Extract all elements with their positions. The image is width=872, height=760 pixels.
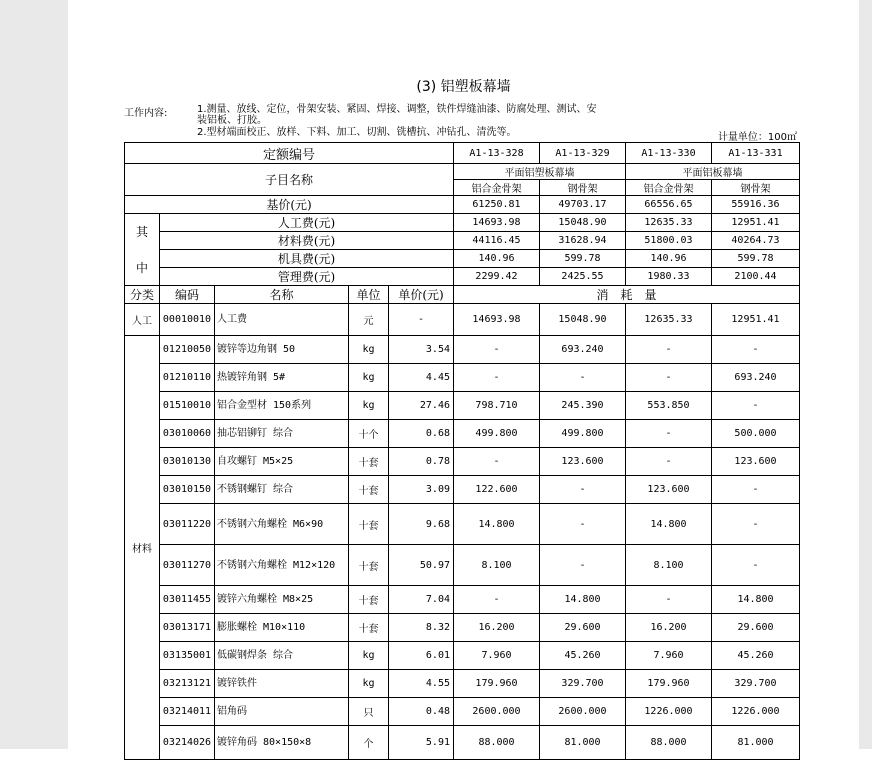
base-price-row — [125, 196, 800, 214]
cost-value: 2100.44 — [712, 268, 800, 286]
consumption-value: 14.800 — [712, 586, 800, 614]
material-row — [125, 336, 800, 364]
consumption-value: 15048.90 — [540, 304, 626, 336]
quota-table — [124, 142, 800, 760]
cost-value: 140.96 — [626, 250, 712, 268]
consumption-value: 2600.000 — [540, 698, 626, 726]
item-name-label: 子目名称 — [125, 164, 454, 196]
qizhong-label: 中 — [125, 250, 160, 286]
qizhong-label: 其 — [125, 214, 160, 250]
category-material: 材料 — [125, 336, 160, 760]
consumption-value: 122.600 — [454, 476, 540, 504]
group-header: 平面铝板幕墙 — [626, 164, 800, 180]
item-unit: 只 — [349, 698, 389, 726]
quota-no: A1-13-331 — [712, 143, 800, 164]
item-name: 镀锌角码 80×150×8 — [215, 726, 349, 760]
base-price: 61250.81 — [454, 196, 540, 214]
item-name: 铝角码 — [215, 698, 349, 726]
item-price: 3.09 — [389, 476, 454, 504]
item-name: 抽芯铝铆钉 综合 — [215, 420, 349, 448]
consumption-value: - — [712, 476, 800, 504]
viewer-right-scroll-area[interactable] — [859, 0, 872, 749]
col-header-name: 名称 — [215, 286, 349, 304]
item-price: 0.48 — [389, 698, 454, 726]
item-unit: kg — [349, 364, 389, 392]
item-code: 03010060 — [160, 420, 215, 448]
item-name: 不锈钢六角螺栓 M12×120 — [215, 545, 349, 586]
cost-value: 2299.42 — [454, 268, 540, 286]
item-price: 7.04 — [389, 586, 454, 614]
base-price-label: 基价(元) — [125, 196, 454, 214]
consumption-value: 14.800 — [454, 504, 540, 545]
cost-value: 1980.33 — [626, 268, 712, 286]
consumption-value: 81.000 — [540, 726, 626, 760]
material-row — [125, 670, 800, 698]
cost-label: 人工费(元) — [160, 214, 454, 232]
consumption-value: - — [454, 364, 540, 392]
item-price: 3.54 — [389, 336, 454, 364]
category-labor: 人工 — [125, 304, 160, 336]
material-row — [125, 642, 800, 670]
consumption-value: - — [712, 545, 800, 586]
item-name: 铝合金型材 150系列 — [215, 392, 349, 420]
cost-value: 2425.55 — [540, 268, 626, 286]
item-code: 00010010 — [160, 304, 215, 336]
cost-label: 机具费(元) — [160, 250, 454, 268]
item-unit: 十套 — [349, 476, 389, 504]
consumption-value: 88.000 — [454, 726, 540, 760]
item-unit: 十套 — [349, 504, 389, 545]
item-code: 03135001 — [160, 642, 215, 670]
work-content-line: 装铝板、打胶。 — [197, 115, 267, 126]
consumption-value: - — [626, 420, 712, 448]
consumption-value: 14693.98 — [454, 304, 540, 336]
item-price: 5.91 — [389, 726, 454, 760]
consumption-value: 45.260 — [540, 642, 626, 670]
item-price: 9.68 — [389, 504, 454, 545]
consumption-value: 12951.41 — [712, 304, 800, 336]
item-price: 4.55 — [389, 670, 454, 698]
consumption-value: 16.200 — [454, 614, 540, 642]
consumption-value: 553.850 — [626, 392, 712, 420]
consumption-value: - — [454, 448, 540, 476]
item-name: 自攻螺钉 M5×25 — [215, 448, 349, 476]
consumption-value: 14.800 — [626, 504, 712, 545]
item-unit: 个 — [349, 726, 389, 760]
quota-no: A1-13-328 — [454, 143, 540, 164]
consumption-value: 88.000 — [626, 726, 712, 760]
consumption-value: 29.600 — [540, 614, 626, 642]
item-unit: kg — [349, 670, 389, 698]
consumption-value: 29.600 — [712, 614, 800, 642]
item-unit: kg — [349, 336, 389, 364]
consumption-value: 499.800 — [454, 420, 540, 448]
cost-value: 14693.98 — [454, 214, 540, 232]
cost-value: 40264.73 — [712, 232, 800, 250]
item-unit: 元 — [349, 304, 389, 336]
col-header-price: 单价(元) — [389, 286, 454, 304]
col-header-unit: 单位 — [349, 286, 389, 304]
consumption-value: 12635.33 — [626, 304, 712, 336]
item-code: 03011270 — [160, 545, 215, 586]
cost-label: 材料费(元) — [160, 232, 454, 250]
work-content-line: 2.型材端面校正、放样、下料、加工、切割、铣槽抗、冲钻孔、清洗等。 — [197, 127, 517, 138]
cost-row — [125, 250, 800, 268]
item-code: 03013171 — [160, 614, 215, 642]
consumption-value: 16.200 — [626, 614, 712, 642]
base-price: 66556.65 — [626, 196, 712, 214]
column-header-row — [125, 286, 800, 304]
item-unit: 十个 — [349, 420, 389, 448]
cost-value: 12951.41 — [712, 214, 800, 232]
consumption-value: - — [626, 364, 712, 392]
material-row — [125, 392, 800, 420]
item-unit: 十套 — [349, 614, 389, 642]
item-code: 03214011 — [160, 698, 215, 726]
measurement-unit: 计量单位：100㎡ — [717, 132, 797, 143]
consumption-value: 693.240 — [540, 336, 626, 364]
consumption-value: - — [540, 545, 626, 586]
item-price: 50.97 — [389, 545, 454, 586]
document-page — [68, 0, 859, 749]
cost-row — [125, 214, 800, 232]
consumption-value: - — [712, 504, 800, 545]
consumption-value: 123.600 — [540, 448, 626, 476]
material-row — [125, 586, 800, 614]
consumption-value: 500.000 — [712, 420, 800, 448]
item-name: 镀锌等边角钢 50 — [215, 336, 349, 364]
item-code: 03010130 — [160, 448, 215, 476]
item-unit: kg — [349, 642, 389, 670]
consumption-value: - — [454, 336, 540, 364]
item-code: 03214026 — [160, 726, 215, 760]
material-row — [125, 364, 800, 392]
cost-value: 51800.03 — [626, 232, 712, 250]
item-price: - — [389, 304, 454, 336]
material-row — [125, 448, 800, 476]
material-row — [125, 545, 800, 586]
item-name: 低碳钢焊条 综合 — [215, 642, 349, 670]
item-code: 03010150 — [160, 476, 215, 504]
consumption-value: 693.240 — [712, 364, 800, 392]
item-name: 人工费 — [215, 304, 349, 336]
consumption-value: 8.100 — [626, 545, 712, 586]
consumption-value: 7.960 — [454, 642, 540, 670]
base-price: 55916.36 — [712, 196, 800, 214]
work-content-label: 工作内容: — [124, 108, 168, 119]
cost-value: 31628.94 — [540, 232, 626, 250]
group-row — [125, 164, 800, 180]
consumption-value: - — [540, 504, 626, 545]
item-code: 03213121 — [160, 670, 215, 698]
item-unit: 十套 — [349, 545, 389, 586]
item-price: 8.32 — [389, 614, 454, 642]
material-row — [125, 476, 800, 504]
consumption-value: - — [712, 392, 800, 420]
item-name: 膨胀螺栓 M10×110 — [215, 614, 349, 642]
item-unit: kg — [349, 392, 389, 420]
item-name: 镀锌六角螺栓 M8×25 — [215, 586, 349, 614]
consumption-value: - — [712, 336, 800, 364]
labor-row — [125, 304, 800, 336]
item-code: 01210110 — [160, 364, 215, 392]
item-unit: 十套 — [349, 448, 389, 476]
material-row — [125, 420, 800, 448]
item-price: 0.78 — [389, 448, 454, 476]
consumption-value: 329.700 — [540, 670, 626, 698]
material-rows — [125, 336, 800, 760]
consumption-value: 123.600 — [626, 476, 712, 504]
group-header: 平面铝塑板幕墙 — [454, 164, 626, 180]
consumption-value: 1226.000 — [712, 698, 800, 726]
quota-no: A1-13-329 — [540, 143, 626, 164]
item-price: 6.01 — [389, 642, 454, 670]
consumption-value: 1226.000 — [626, 698, 712, 726]
col-header-consumption: 消 耗 量 — [454, 286, 800, 304]
item-name: 不锈钢六角螺栓 M6×90 — [215, 504, 349, 545]
consumption-value: 7.960 — [626, 642, 712, 670]
page-title: (3) 铝塑板幕墙 — [416, 79, 511, 95]
frame-header: 铝合金骨架 — [454, 180, 540, 196]
consumption-value: 81.000 — [712, 726, 800, 760]
consumption-value: 179.960 — [626, 670, 712, 698]
col-header-code: 编码 — [160, 286, 215, 304]
consumption-value: 2600.000 — [454, 698, 540, 726]
material-row — [125, 698, 800, 726]
cost-value: 599.78 — [712, 250, 800, 268]
consumption-value: 499.800 — [540, 420, 626, 448]
cost-row — [125, 268, 800, 286]
cost-value: 44116.45 — [454, 232, 540, 250]
cost-value: 15048.90 — [540, 214, 626, 232]
item-code: 03011455 — [160, 586, 215, 614]
frame-header: 钢骨架 — [540, 180, 626, 196]
consumption-value: - — [626, 336, 712, 364]
frame-header: 铝合金骨架 — [626, 180, 712, 196]
item-price: 0.68 — [389, 420, 454, 448]
consumption-value: 14.800 — [540, 586, 626, 614]
viewer-left-gutter — [0, 0, 68, 749]
quota-no: A1-13-330 — [626, 143, 712, 164]
consumption-value: 123.600 — [712, 448, 800, 476]
consumption-value: - — [454, 586, 540, 614]
consumption-value: 798.710 — [454, 392, 540, 420]
item-name: 不锈钢螺钉 综合 — [215, 476, 349, 504]
consumption-value: 245.390 — [540, 392, 626, 420]
work-content-line: 1.测量、放线、定位，骨架安装、紧固、焊接、调整，铁件焊缝油漆、防腐处理、测试、安 — [197, 104, 597, 115]
material-row — [125, 726, 800, 760]
material-row — [125, 614, 800, 642]
consumption-value: 329.700 — [712, 670, 800, 698]
consumption-value: - — [626, 586, 712, 614]
consumption-value: 8.100 — [454, 545, 540, 586]
quota-no-row — [125, 143, 800, 164]
item-unit: 十套 — [349, 586, 389, 614]
item-name: 镀锌铁件 — [215, 670, 349, 698]
consumption-value: - — [540, 476, 626, 504]
item-name: 热镀锌角钢 5# — [215, 364, 349, 392]
consumption-value: - — [540, 364, 626, 392]
cost-value: 140.96 — [454, 250, 540, 268]
item-code: 03011220 — [160, 504, 215, 545]
cost-value: 599.78 — [540, 250, 626, 268]
item-price: 4.45 — [389, 364, 454, 392]
cost-value: 12635.33 — [626, 214, 712, 232]
col-header-category: 分类 — [125, 286, 160, 304]
base-price: 49703.17 — [540, 196, 626, 214]
frame-header: 钢骨架 — [712, 180, 800, 196]
quota-no-label: 定额编号 — [125, 143, 454, 164]
cost-row — [125, 232, 800, 250]
material-row — [125, 504, 800, 545]
item-code: 01510010 — [160, 392, 215, 420]
consumption-value: - — [626, 448, 712, 476]
item-code: 01210050 — [160, 336, 215, 364]
cost-label: 管理费(元) — [160, 268, 454, 286]
item-price: 27.46 — [389, 392, 454, 420]
consumption-value: 179.960 — [454, 670, 540, 698]
consumption-value: 45.260 — [712, 642, 800, 670]
